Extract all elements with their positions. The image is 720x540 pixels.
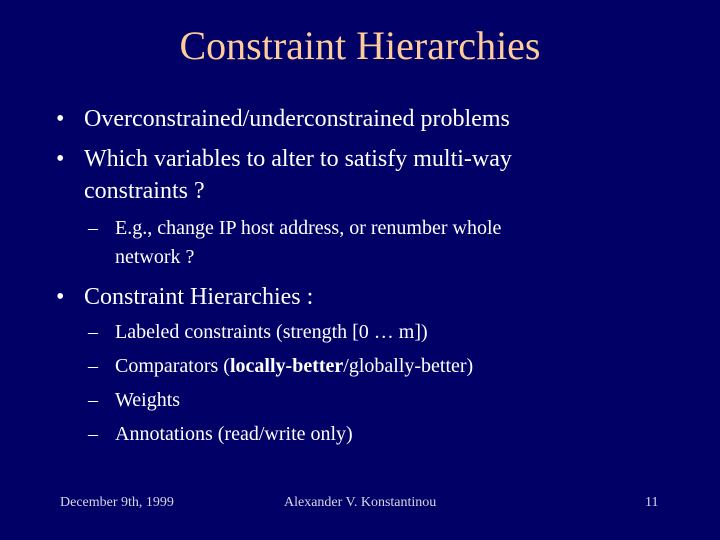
sub-bullet-mark: –: [88, 321, 98, 343]
comparators-suffix: /globally-better): [343, 355, 474, 377]
sub-bullet-text: Annotations (read/write only): [115, 423, 353, 445]
bullet-text: Overconstrained/underconstrained problems: [84, 106, 510, 132]
sub-bullet-text: Weights: [115, 389, 181, 411]
sub-bullet-text: network ?: [115, 246, 195, 268]
sub-bullet-mark: –: [88, 355, 98, 377]
footer-author: Alexander V. Konstantinou: [284, 495, 437, 510]
comparators-prefix: Comparators (: [115, 355, 230, 377]
footer-date: December 9th, 1999: [60, 495, 174, 510]
comparators-bold: locally-better: [229, 355, 344, 377]
slide-title: Constraint Hierarchies: [179, 23, 541, 68]
bullet-mark: •: [56, 284, 65, 310]
footer-page-number: 11: [645, 495, 659, 510]
sub-bullet-mark: –: [88, 423, 98, 445]
sub-bullet-text: E.g., change IP host address, or renumber whole: [115, 217, 502, 239]
bullet-text: Constraint Hierarchies :: [84, 284, 314, 310]
bullet-mark: •: [56, 106, 65, 132]
sub-bullet-mark: –: [88, 217, 98, 239]
sub-bullet-mark: –: [88, 389, 98, 411]
sub-bullet-text: Labeled constraints (strength [0 … m]): [115, 321, 428, 343]
bullet-mark: •: [56, 146, 65, 172]
bullet-text: constraints ?: [84, 178, 205, 204]
sub-bullet-text: [115, 352, 473, 381]
bullet-text: Which variables to alter to satisfy multi-way: [84, 146, 512, 172]
